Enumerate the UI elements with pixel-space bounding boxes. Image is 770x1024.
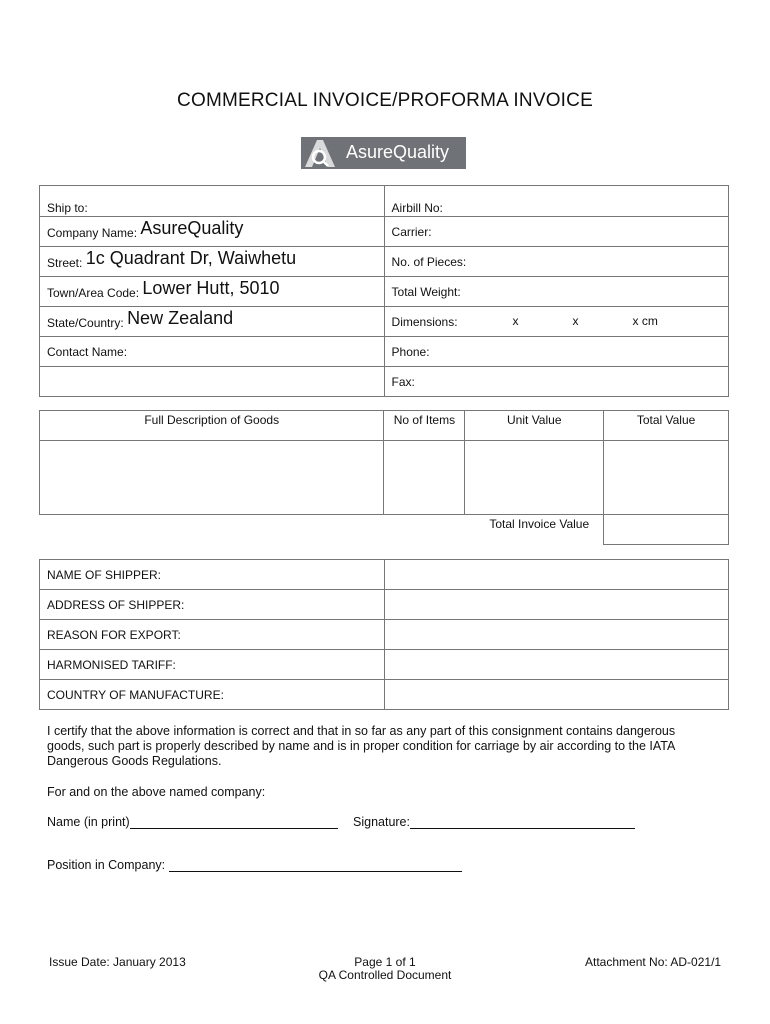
fax-cell[interactable] <box>384 367 728 397</box>
company-name-label: Company Name: <box>47 226 138 240</box>
signature-label: Signature: <box>353 815 410 829</box>
certification-statement <box>47 724 717 769</box>
ship-to-cell[interactable] <box>40 186 385 217</box>
town-value: Lower Hutt, 5010 <box>142 278 280 298</box>
pieces-cell[interactable] <box>384 247 728 277</box>
goods-header-description: Full Description of Goods <box>40 411 384 441</box>
tariff-label: HARMONISED TARIFF: <box>40 650 385 680</box>
shipper-address-field[interactable] <box>384 590 728 620</box>
dimension-separator: x <box>572 314 579 328</box>
carrier-cell[interactable] <box>384 217 728 247</box>
page-number: Page 1 of 1 <box>354 955 416 969</box>
blank-cell[interactable] <box>40 367 385 397</box>
total-invoice-label: Total Invoice Value <box>489 517 590 531</box>
shipper-address-label: ADDRESS OF SHIPPER: <box>40 590 385 620</box>
weight-label: Total Weight: <box>391 284 461 299</box>
company-statement: For and on the above named company: <box>47 785 266 799</box>
street-value: 1c Quadrant Dr, Waiwhetu <box>85 248 297 268</box>
position-field[interactable] <box>169 858 462 872</box>
position-label: Position in Company: <box>47 858 166 872</box>
logo-text: AsureQuality <box>346 142 450 162</box>
issue-date: Issue Date: January 2013 <box>49 955 186 969</box>
state-value: New Zealand <box>127 308 234 328</box>
contact-cell[interactable] <box>40 337 385 367</box>
goods-header-total: Total Value <box>604 411 729 441</box>
state-label: State/Country: <box>47 316 124 330</box>
attachment-number: Attachment No: AD-021/1 <box>585 955 722 969</box>
signature-field[interactable] <box>410 815 635 829</box>
shipper-name-label: NAME OF SHIPPER: <box>40 560 385 590</box>
carrier-label: Carrier: <box>391 224 432 239</box>
dimension-separator: x <box>512 314 519 328</box>
town-label: Town/Area Code: <box>47 286 140 300</box>
dimensions-label: Dimensions: <box>391 314 458 329</box>
name-print-label: Name (in print) <box>47 815 130 829</box>
shipper-table <box>39 559 729 710</box>
fax-label: Fax: <box>391 374 415 389</box>
contact-label: Contact Name: <box>47 344 128 359</box>
country-manufacture-label: COUNTRY OF MANUFACTURE: <box>40 680 385 710</box>
certification-line: I certify that the above information is correct and that in so far as any part of this consignment contains dangerous <box>47 724 676 738</box>
export-reason-label: REASON FOR EXPORT: <box>40 620 385 650</box>
dimensions-cell[interactable] <box>384 307 728 337</box>
tariff-field[interactable] <box>384 650 728 680</box>
country-manufacture-field[interactable] <box>384 680 728 710</box>
airbill-label: Airbill No: <box>391 201 443 215</box>
goods-total-cell[interactable] <box>604 441 729 515</box>
goods-table <box>39 410 729 545</box>
weight-cell[interactable] <box>384 277 728 307</box>
company-name-cell[interactable] <box>40 217 385 247</box>
shipper-name-field[interactable] <box>384 560 728 590</box>
asurequality-logo-icon <box>301 137 341 169</box>
total-invoice-value-cell[interactable] <box>604 515 729 545</box>
signature-row <box>353 815 635 829</box>
dimension-unit: x cm <box>632 314 658 328</box>
document-title: COMMERCIAL INVOICE/PROFORMA INVOICE <box>177 90 593 111</box>
company-logo <box>301 137 466 169</box>
street-label: Street: <box>47 256 83 270</box>
phone-cell[interactable] <box>384 337 728 367</box>
shipping-details-table <box>39 185 729 397</box>
name-print-row <box>47 815 338 829</box>
name-print-field[interactable] <box>130 815 338 829</box>
company-name-value: AsureQuality <box>140 218 244 238</box>
controlled-document-label: QA Controlled Document <box>318 968 452 982</box>
street-cell[interactable] <box>40 247 385 277</box>
goods-header-unit: Unit Value <box>465 411 604 441</box>
export-reason-field[interactable] <box>384 620 728 650</box>
certification-line: Dangerous Goods Regulations. <box>47 754 222 768</box>
certification-line: goods, such part is properly described by name and is in proper condition for carriage by air according to the IATA <box>47 739 676 753</box>
airbill-cell[interactable] <box>384 186 728 217</box>
ship-to-label: Ship to: <box>47 201 88 215</box>
phone-label: Phone: <box>391 344 430 359</box>
town-cell[interactable] <box>40 277 385 307</box>
goods-items-cell[interactable] <box>384 441 465 515</box>
state-cell[interactable] <box>40 307 385 337</box>
goods-header-items: No of Items <box>384 411 465 441</box>
goods-description-cell[interactable] <box>40 441 384 515</box>
position-row <box>47 858 462 872</box>
goods-unit-cell[interactable] <box>465 441 604 515</box>
pieces-label: No. of Pieces: <box>391 254 467 269</box>
